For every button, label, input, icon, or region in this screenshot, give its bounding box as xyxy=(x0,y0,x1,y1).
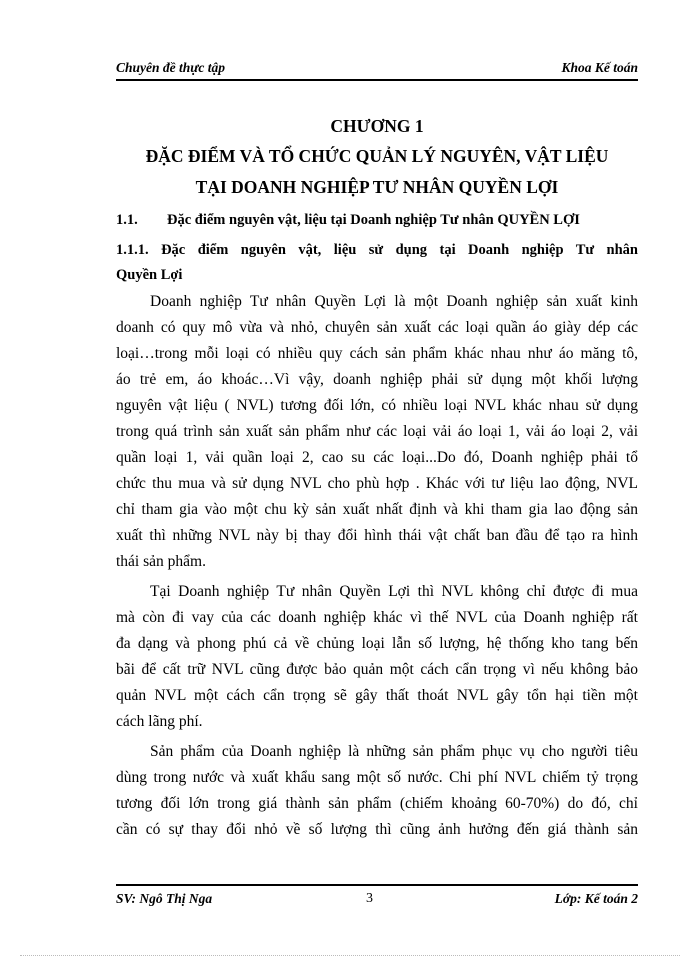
paragraph-line: Doanh nghiệp Tư nhân Quyền Lợi là một Doanh nghiệp sản xuất kinh xyxy=(150,293,638,310)
page-footer xyxy=(116,884,638,906)
paragraph-line: cần có sự thay đổi nhỏ về số lượng thì cũng ảnh hưởng đến giá thành sản xyxy=(116,821,638,838)
section-number: 1.1. xyxy=(116,212,138,228)
paragraph-line: Sản phẩm của Doanh nghiệp là những sản phẩm phục vụ cho người tiêu xyxy=(150,743,638,760)
paragraph-line: trong quá trình sản xuất sản phẩm như các loại vải áo loại 1, vải áo loại 2, vải xyxy=(116,423,638,440)
paragraph-line: tương đối lớn trong giá thành sản phẩm (chiếm khoảng 60-70%) do đó, chỉ xyxy=(116,795,638,812)
chapter-number: CHƯƠNG 1 xyxy=(330,116,424,136)
paragraph-line: dùng trong nước và xuất khẩu sang một số nước. Chi phí NVL chiếm tỷ trọng xyxy=(116,769,638,786)
paragraph-line: Tại Doanh nghiệp Tư nhân Quyền Lợi thì NVL không chỉ được đi mua xyxy=(150,583,638,600)
page-number: 3 xyxy=(366,891,373,906)
paragraph-line: cách lãng phí. xyxy=(116,713,203,730)
header-right-text: Khoa Kế toán xyxy=(561,60,638,75)
chapter-title-line1: ĐẶC ĐIỂM VÀ TỔ CHỨC QUẢN LÝ NGUYÊN, VẬT LIỆU xyxy=(145,146,609,166)
paragraph-line: chức thu mua và sử dụng NVL cho phù hợp . Khác với tư liệu lao động, NVL xyxy=(116,475,638,492)
paragraph-line: áo trẻ em, áo khoác…Vì vậy, doanh nghiệp phải sử dụng một khối lượng xyxy=(116,371,638,388)
page-bottom-border xyxy=(20,955,680,956)
section-heading xyxy=(116,212,580,229)
paragraph-line: xuất thì những NVL này bị thay đổi hình thái vật chất ban đầu để tạo ra hình xyxy=(116,527,638,544)
paragraph-line: thái sản phẩm. xyxy=(116,553,206,570)
header-left-text: Chuyên đề thực tập xyxy=(116,60,225,75)
footer-class-name: Lớp: Kế toán 2 xyxy=(554,891,638,906)
footer-student-name: SV: Ngô Thị Nga xyxy=(116,891,213,906)
section-title: Đặc điểm nguyên vật, liệu tại Doanh nghiệp Tư nhân QUYỀN LỢI xyxy=(167,212,580,228)
paragraph-line: doanh có quy mô vừa và nhỏ, chuyên sản xuất các loại quần áo giày dép các xyxy=(116,319,638,336)
subsection-heading-line2: Quyền Lợi xyxy=(116,267,183,283)
paragraph-line: quản NVL một cách cẩn trọng sẽ gây thất thoát NVL gây tổn hại tiền một xyxy=(116,687,638,704)
paragraph-line: quần loại 1, vải quần loại 2, cao su các loại...Do đó, Doanh nghiệp phải tổ xyxy=(116,449,638,466)
paragraph-line: chỉ tham gia vào một chu kỳ sản xuất nhất định và khi tham gia lao động sản xyxy=(116,501,638,518)
page-header xyxy=(116,57,638,81)
paragraph-line: đa dạng và phong phú cả về chủng loại lẫn số lượng, hệ thống kho tang bến xyxy=(116,635,638,652)
paragraph-line: mà còn đi vay của các doanh nghiệp khác vì thế NVL của Doanh nghiệp rất xyxy=(116,609,638,626)
chapter-title-line2: TẠI DOANH NGHIỆP TƯ NHÂN QUYỀN LỢI xyxy=(195,177,559,197)
subsection-heading-line1: 1.1.1. Đặc điểm nguyên vật, liệu sử dụng tại Doanh nghiệp Tư nhân xyxy=(116,242,638,258)
paragraph-line: loại…trong mỗi loại có nhiều quy cách sản phẩm khác nhau như áo măng tô, xyxy=(116,345,638,362)
paragraph-line: nguyên vật liệu ( NVL) tương đối lớn, có nhiều loại NVL khác nhau sử dụng xyxy=(116,397,638,414)
paragraph-line: bãi để cất trữ NVL cũng được bảo quản một cách cẩn trọng vì nếu không bảo xyxy=(116,661,638,678)
